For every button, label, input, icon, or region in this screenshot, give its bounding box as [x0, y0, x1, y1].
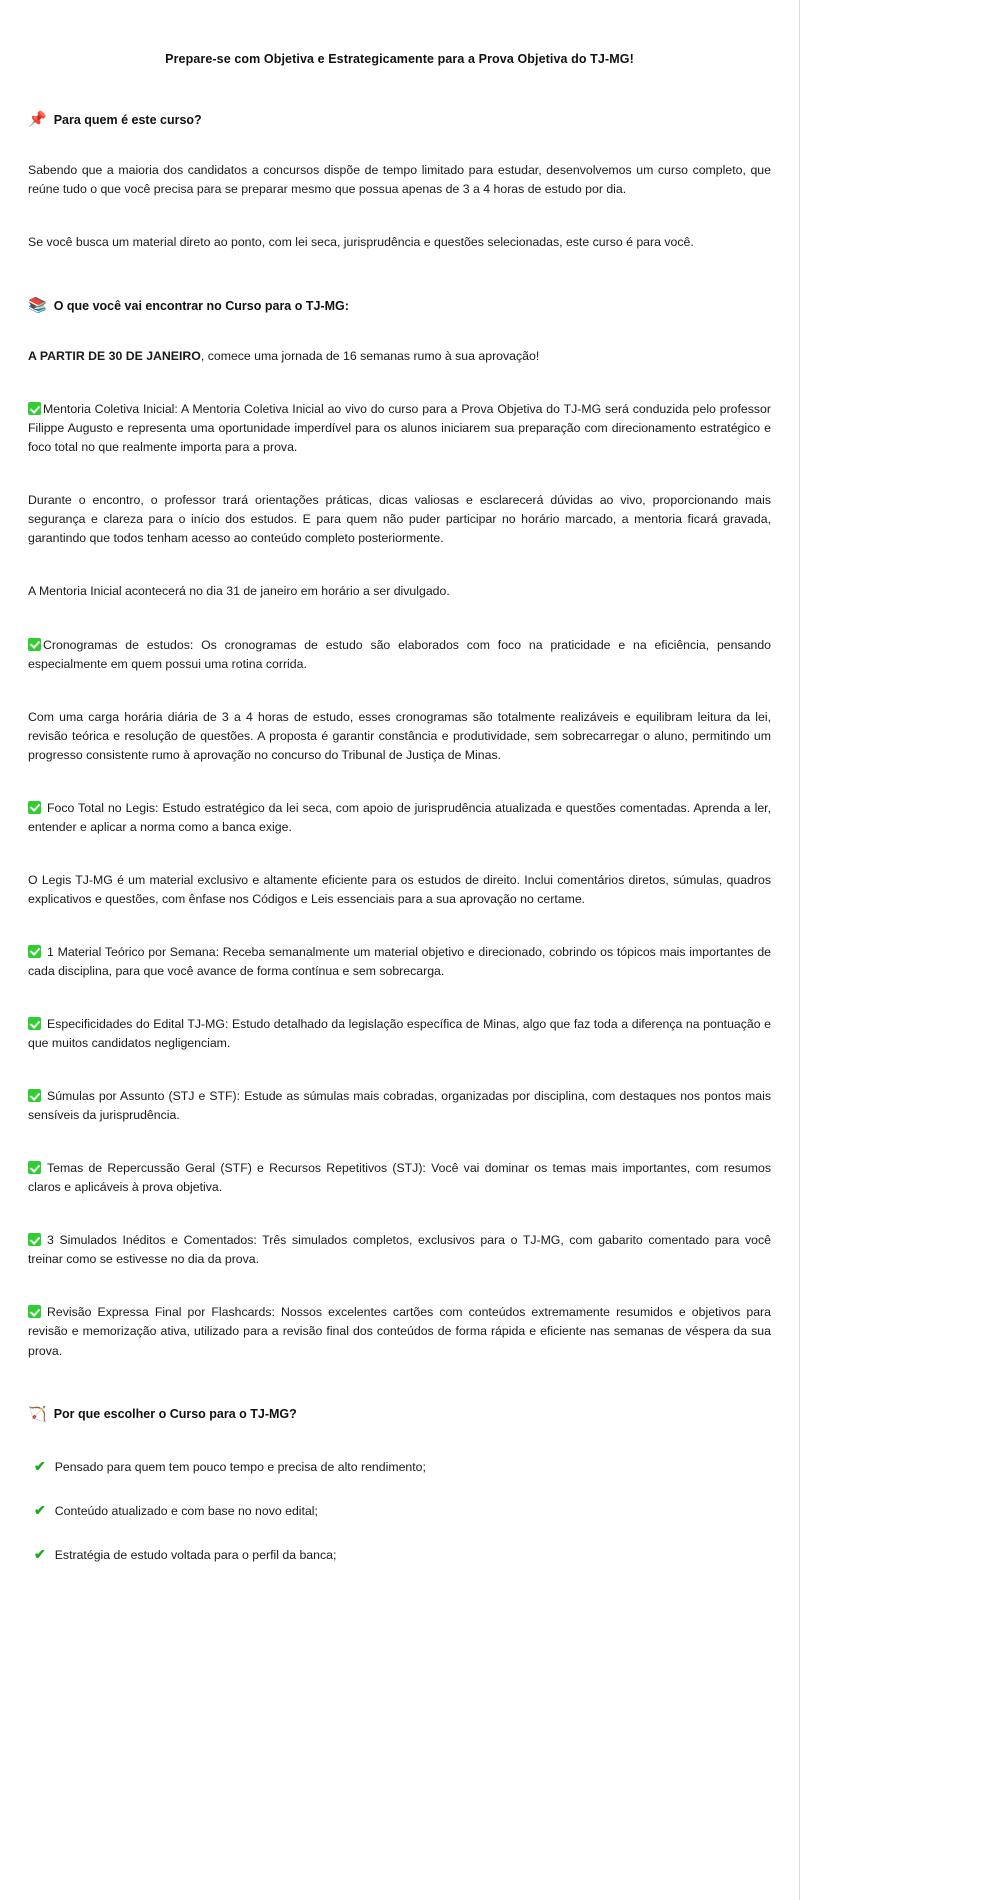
start-date-highlight: A PARTIR DE 30 DE JANEIRO: [28, 349, 201, 364]
paragraph-cronograma-detalhe: Com uma carga horária diária de 3 a 4 horas de estudo, esses cronogramas são totalmente realizáveis e equilibram leitura da lei, revisão teórica e resolução de questões. A proposta é garantir constância e produtividade, sem sobrecarregar o aluno, permitindo um progresso consistente rumo à aprovação no concurso do Tribunal de Justiça de Minas.: [28, 709, 771, 762]
list-item-repercussao-geral: [28, 1159, 771, 1197]
list-item-label: Cronogramas de estudos: Os cronogramas de estudo são elaborados com foco na praticidade e na eficiência, pensando especialmente em quem possui uma rotina corrida.: [28, 637, 771, 671]
check-icon: [28, 638, 41, 651]
list-item: [28, 1458, 771, 1476]
list-item-label: Especificidades do Edital TJ-MG: Estudo detalhado da legislação específica de Minas, algo que faz toda a diferença na pontuação e que muitos candidatos negligenciam.: [28, 1017, 771, 1051]
list-item-label: 1 Material Teórico por Semana: Receba semanalmente um material objetivo e direcionado, cobrindo os tópicos mais importantes de cada disciplina, para que você avance de forma contínua e sem sobrecarga.: [28, 944, 771, 978]
section-heading-label: O que você vai encontrar no Curso para o TJ-MG:: [53, 298, 349, 313]
check-icon: [28, 945, 41, 958]
list-item-especificidades-edital: [28, 1015, 771, 1053]
right-margin: [801, 0, 1000, 1900]
check-icon: [28, 1017, 41, 1030]
paragraph-material-direto: Se você busca um material direto ao ponto, com lei seca, jurisprudência e questões selecionadas, este curso é para você.: [28, 235, 694, 250]
top-spacer: [28, 0, 771, 6]
paragraph-mentoria-detalhe: Durante o encontro, o professor trará orientações práticas, dicas valiosas e esclarecerá dúvidas ao vivo, proporcionando mais segurança e clareza para o início dos estudos. E para quem não puder participar no horário marcado, a mentoria ficará gravada, garantindo que todos tenham acesso ao conteúdo completo posteriormente.: [28, 493, 771, 546]
check-icon: [28, 402, 41, 415]
paragraph-legis-detalhe: O Legis TJ-MG é um material exclusivo e altamente eficiente para os estudos de direito. Inclui comentários diretos, súmulas, quadros explicativos e questões, com ênfase nos Códigos e Leis essenciais para a sua aprovação no certame.: [28, 872, 771, 906]
benefits-list: [28, 1458, 771, 1565]
list-item: [28, 1546, 771, 1564]
section-heading-por-que-escolher: [28, 1407, 771, 1422]
section-heading-o-que-encontrar: [28, 298, 771, 313]
list-item-label: Foco Total no Legis: Estudo estratégico da lei seca, com apoio de jurisprudência atualizada e questões comentadas. Aprenda a ler, entender e aplicar a norma como a banca exige.: [28, 800, 771, 834]
paragraph-data-inicio: [28, 347, 771, 366]
checkmark-icon: ✔: [34, 1457, 46, 1474]
list-item-label: Temas de Repercussão Geral (STF) e Recursos Repetitivos (STJ): Você vai dominar os temas mais importantes, com resumos claros e aplicáveis à prova objetiva.: [28, 1161, 771, 1195]
list-item-label: 3 Simulados Inéditos e Comentados: Três simulados completos, exclusivos para o TJ-MG, com gabarito comentado para você treinar como se estivesse no dia da prova.: [28, 1233, 771, 1267]
start-date-rest: , comece uma jornada de 16 semanas rumo à sua aprovação!: [200, 349, 540, 364]
list-item-label: Pensado para quem tem pouco tempo e precisa de alto rendimento;: [54, 1459, 426, 1474]
checkmark-icon: ✔: [34, 1501, 46, 1518]
check-icon: [28, 1305, 41, 1318]
check-icon: [28, 1089, 41, 1102]
section-heading-label: Para quem é este curso?: [53, 112, 202, 127]
checkmark-icon: ✔: [34, 1546, 46, 1563]
check-icon: [28, 1233, 41, 1246]
check-icon: [28, 801, 41, 814]
list-item-label: Revisão Expressa Final por Flashcards: Nossos excelentes cartões com conteúdos extremamente resumidos e objetivos para revisão e memorização ativa, utilizado para a revisão final dos conteúdos de forma rápida e eficiente nas semanas de véspera da sua prova.: [28, 1305, 771, 1358]
list-item-label: Estratégia de estudo voltada para o perfil da banca;: [54, 1548, 337, 1563]
section-heading-para-quem: [28, 112, 771, 127]
list-item-label: Conteúdo atualizado e com base no novo edital;: [54, 1503, 318, 1518]
list-item-mentoria: [28, 400, 771, 457]
paragraph-mentoria-data: A Mentoria Inicial acontecerá no dia 31 de janeiro em horário a ser divulgado.: [28, 584, 450, 599]
list-item-simulados: [28, 1231, 771, 1269]
list-item-label: Mentoria Coletiva Inicial: A Mentoria Coletiva Inicial ao vivo do curso para a Prova Objetiva do TJ-MG será conduzida pelo professor Filippe Augusto e representa uma oportunidade imperdível para os alunos iniciarem sua preparação com direcionamento estratégico e foco total no que realmente importa para a prova.: [28, 402, 771, 455]
list-item-label: Súmulas por Assunto (STJ e STF): Estude as súmulas mais cobradas, organizadas por disciplina, com destaques nos pontos mais sensíveis da jurisprudência.: [28, 1089, 771, 1123]
list-item-material-teorico: [28, 943, 771, 981]
section-heading-label: Por que escolher o Curso para o TJ-MG?: [53, 1407, 297, 1422]
pushpin-icon: 📌: [28, 111, 47, 128]
page-title: Prepare-se com Objetiva e Estrategicamente para a Prova Objetiva do TJ-MG!: [165, 52, 634, 66]
list-item-sumulas: [28, 1087, 771, 1125]
bow-and-arrow-icon: 🏹: [28, 1405, 47, 1423]
books-icon: 📚: [28, 297, 47, 315]
list-item-foco-legis: [28, 799, 771, 837]
paragraph-publico-alvo: Sabendo que a maioria dos candidatos a concursos dispõe de tempo limitado para estudar, desenvolvemos um curso completo, que reúne tudo o que você precisa para se preparar mesmo que possua apenas de 3 a 4 horas de estudo por dia.: [28, 163, 771, 197]
list-item-flashcards: [28, 1303, 771, 1360]
list-item-cronogramas: [28, 636, 771, 674]
list-item: [28, 1502, 771, 1520]
check-icon: [28, 1161, 41, 1174]
